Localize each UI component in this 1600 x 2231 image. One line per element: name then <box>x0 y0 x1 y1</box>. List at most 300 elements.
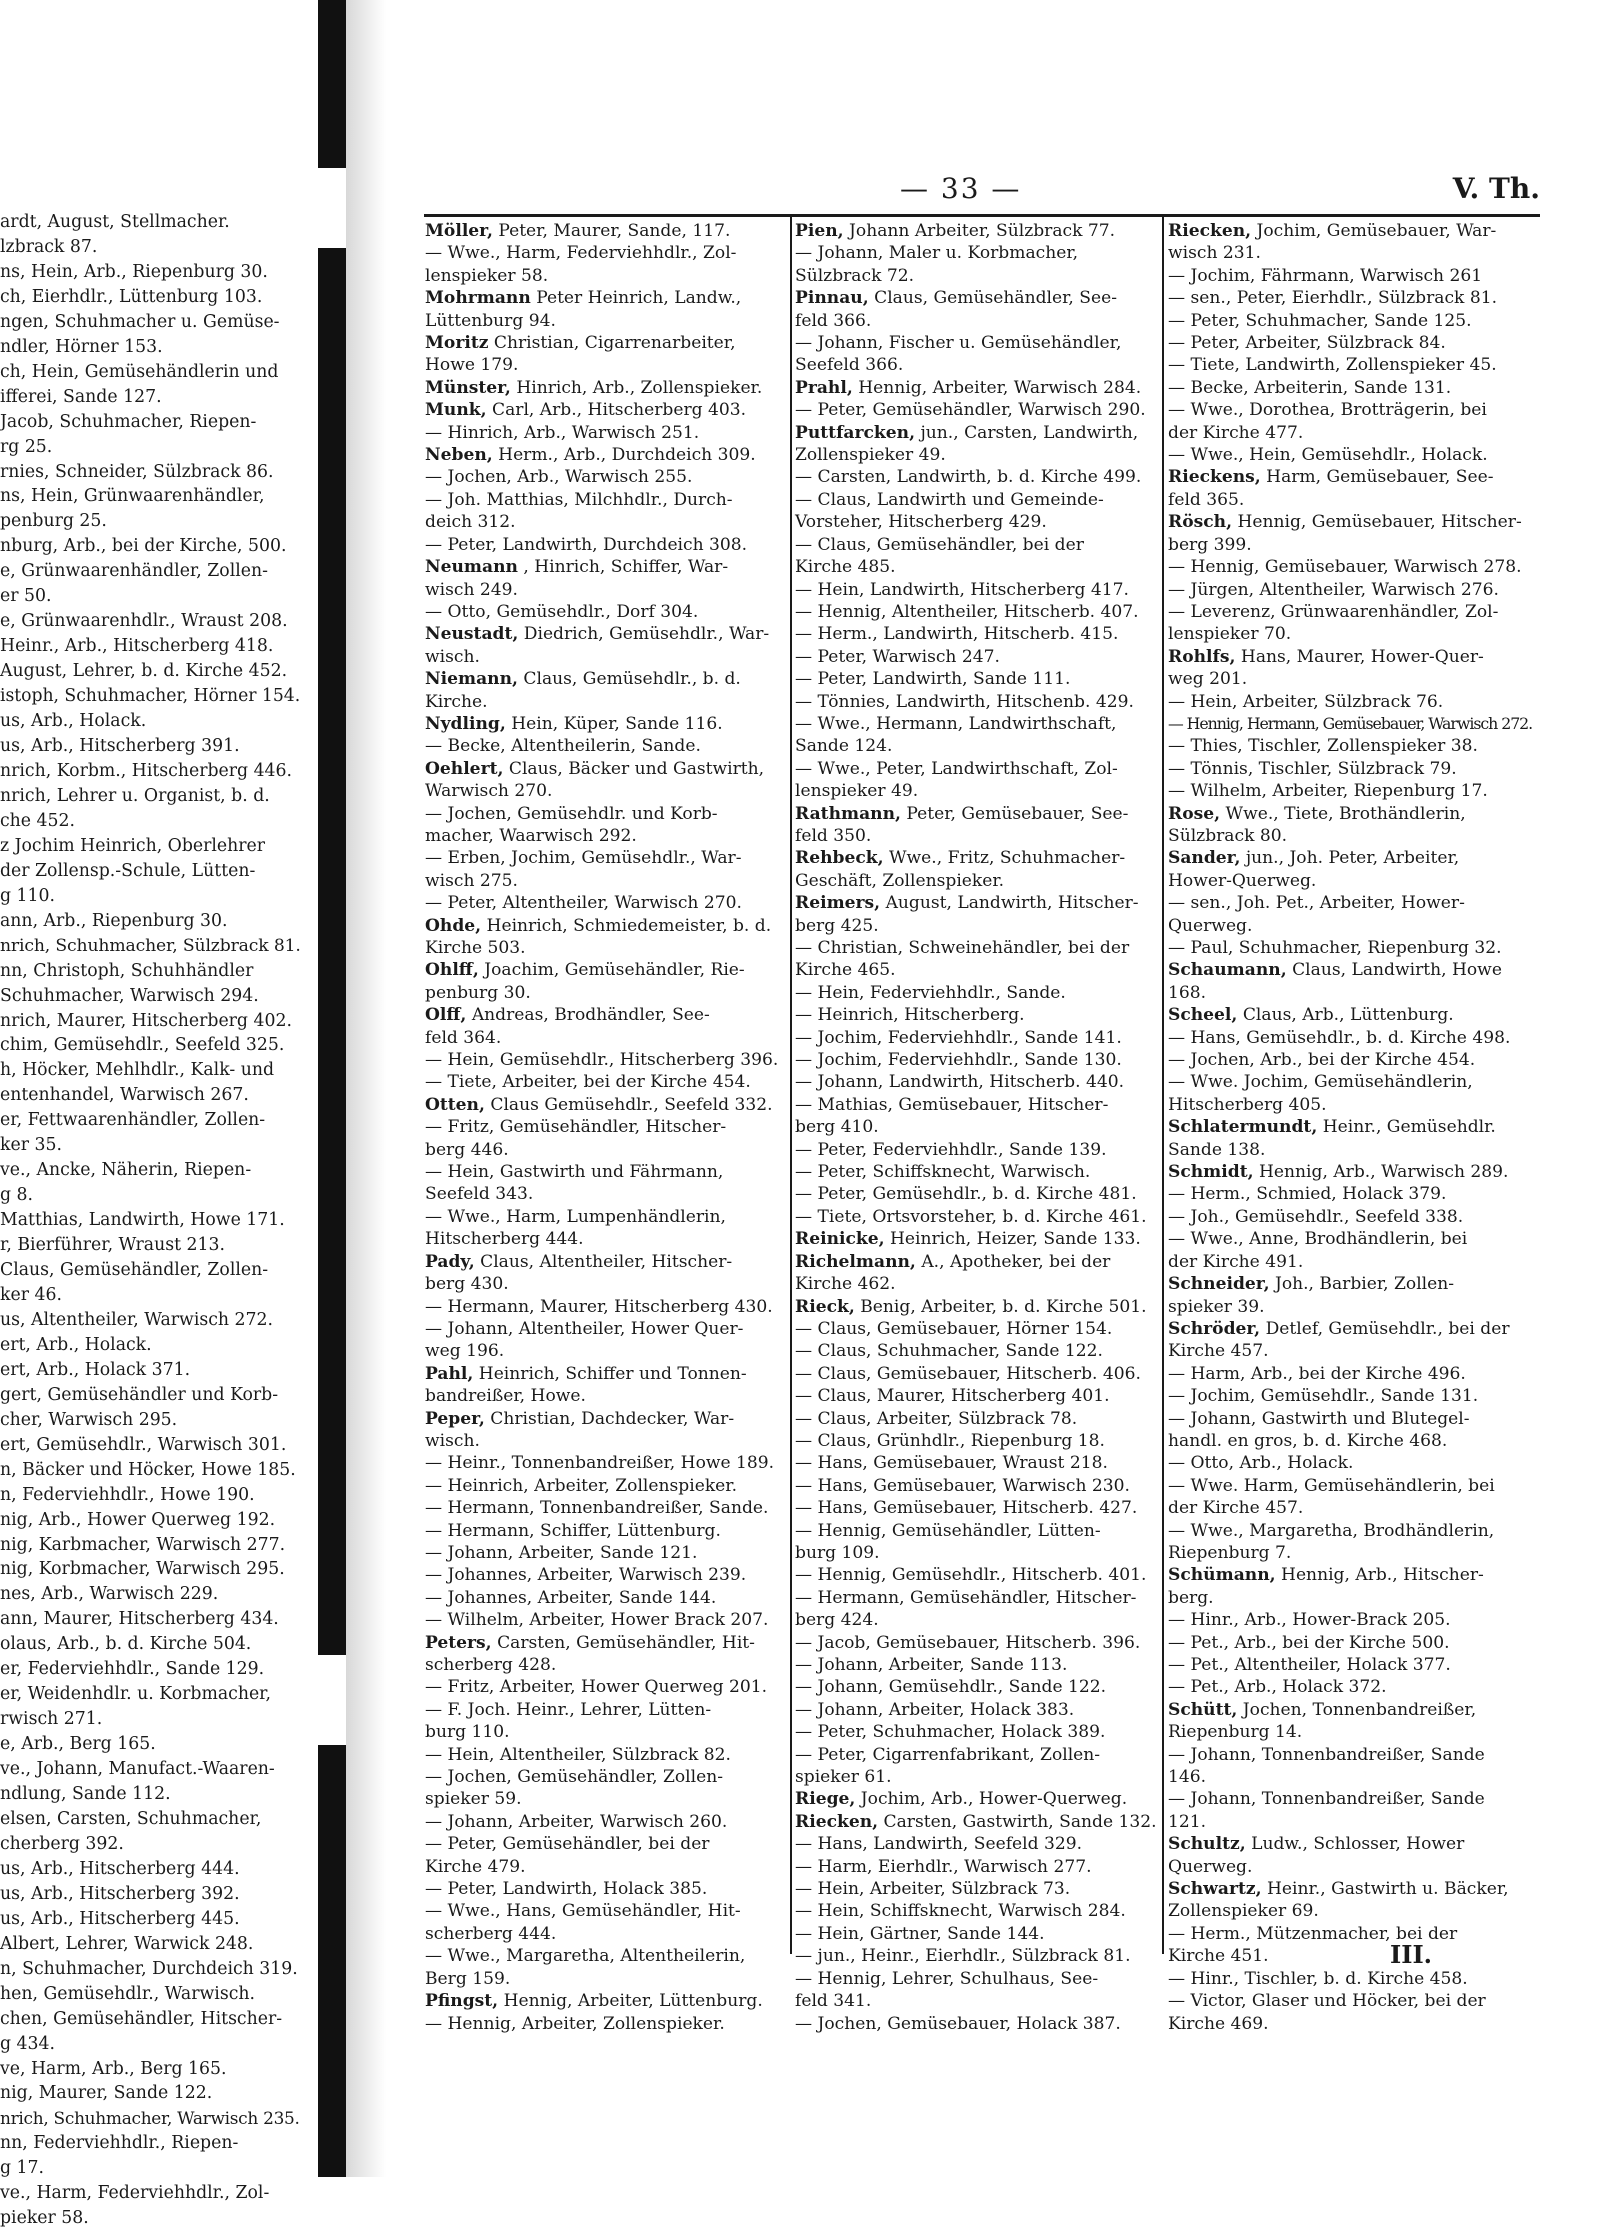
entry-text: — Wwe. Jochim, Gemüsehändlerin, <box>1168 1072 1473 1093</box>
entry-text: — Joh. Matthias, Milchhdlr., Durch- <box>425 489 733 510</box>
entry-text: — Claus, Schuhmacher, Sande 122. <box>795 1341 1103 1362</box>
directory-entry <box>795 1788 1163 1810</box>
entry-line <box>795 466 1163 488</box>
directory-entry <box>795 377 1163 399</box>
entry-text: jun., Joh. Peter, Arbeiter, <box>1245 848 1460 869</box>
entry-line <box>795 1676 1163 1698</box>
entry-line <box>1168 489 1536 511</box>
entry-text: — Peter, Schiffsknecht, Warwisch. <box>795 1162 1091 1183</box>
entry-text: Claus, Gemüsehändler, See- <box>874 288 1117 309</box>
entry-text: — Peter, Warwisch 247. <box>795 646 1000 667</box>
entry-text: — sen., Joh. Pet., Arbeiter, Hower- <box>1168 893 1465 914</box>
entry-line <box>425 1520 793 1542</box>
entry-text: Peter, Gemüsebauer, See- <box>906 803 1129 824</box>
entry-text: — Erben, Jochim, Gemüsehdlr., War- <box>425 848 742 869</box>
entry-line: chen, Gemüsehändler, Hitscher- <box>0 2008 283 2029</box>
entry-line <box>425 1676 793 1698</box>
entry-text: — Tiete, Ortsvorsteher, b. d. Kirche 461. <box>795 1206 1147 1227</box>
entry-line: nburg, Arb., bei der Kirche, 500. <box>0 536 287 557</box>
entry-text: — Mathias, Gemüsebauer, Hitscher- <box>795 1094 1109 1115</box>
entry-text: scherberg 444. <box>425 1923 557 1944</box>
surname: Neumann <box>425 557 518 578</box>
entry-text: — Peter, Gemüsehändler, bei der <box>425 1834 710 1855</box>
entry-text: Joachim, Gemüsehändler, Rie- <box>484 960 745 981</box>
entry-line: r, Bierführer, Wraust 213. <box>0 1235 226 1256</box>
entry-line <box>795 1027 1163 1049</box>
entry-text: feld 364. <box>425 1027 502 1048</box>
entry-line <box>1168 1990 1536 2012</box>
entry-text: — Hans, Gemüsebauer, Warwisch 230. <box>795 1475 1130 1496</box>
entry-text: Kirche 462. <box>795 1274 896 1295</box>
surname: Rose, <box>1168 803 1221 824</box>
entry-line: ch, Eierhdlr., Lüttenburg 103. <box>0 286 263 307</box>
surname: Richelmann, <box>795 1251 916 1272</box>
entry-line <box>425 1833 793 1855</box>
entry-text: — Hein, Gastwirth und Fährmann, <box>425 1162 724 1183</box>
entry-text: Hennig, Arb., Hitscher- <box>1281 1565 1484 1586</box>
directory-entry <box>425 915 793 937</box>
surname: Schaumann, <box>1168 960 1287 981</box>
entry-text: Vorsteher, Hitscherberg 429. <box>795 512 1047 533</box>
entry-text: Zollenspieker 49. <box>795 445 946 466</box>
entry-text: — Peter, Landwirth, Holack 385. <box>425 1879 708 1900</box>
entry-line <box>795 1744 1163 1766</box>
entry-line: lzbrack 87. <box>0 236 98 257</box>
entry-line <box>425 1856 793 1878</box>
entry-text: — Claus, Maurer, Hitscherberg 401. <box>795 1386 1110 1407</box>
entry-text: — Tönnies, Landwirth, Hitschenb. 429. <box>795 691 1134 712</box>
entry-text: — Hinr., Arb., Hower-Brack 205. <box>1168 1610 1451 1631</box>
entry-line <box>795 1900 1163 1922</box>
entry-line <box>425 1945 793 1967</box>
entry-text: — Johann, Gemüsehdlr., Sande 122. <box>795 1677 1107 1698</box>
entry-text: berg 425. <box>795 915 879 936</box>
entry-line <box>795 310 1163 332</box>
entry-line <box>795 1318 1163 1340</box>
entry-line <box>795 1878 1163 1900</box>
entry-text: — Jochen, Gemüsebauer, Holack 387. <box>795 2013 1121 2034</box>
directory-entry <box>425 556 793 578</box>
entry-line: chim, Gemüsehdlr., Seefeld 325. <box>0 1035 285 1056</box>
entry-line <box>1168 1788 1536 1810</box>
entry-line <box>795 1564 1163 1586</box>
entry-text: Querweg. <box>1168 1856 1253 1877</box>
entry-line <box>1168 1049 1536 1071</box>
entry-line <box>1168 1654 1536 1676</box>
entry-text: berg 446. <box>425 1139 509 1160</box>
entry-line: us, Arb., Hitscherberg 392. <box>0 1883 240 1904</box>
entry-text: — Herm., Landwirth, Hitscherb. 415. <box>795 624 1119 645</box>
entry-line <box>1168 1968 1536 1990</box>
entry-line: ns, Hein, Arb., Riepenburg 30. <box>0 261 268 282</box>
surname: Schümann, <box>1168 1565 1276 1586</box>
entry-text: — Hermann, Schiffer, Lüttenburg. <box>425 1520 721 1541</box>
entry-text: Benig, Arbeiter, b. d. Kirche 501. <box>860 1296 1147 1317</box>
directory-entry <box>425 713 793 735</box>
entry-line <box>425 1430 793 1452</box>
entry-text: Hitscherberg 444. <box>425 1229 584 1250</box>
entry-text: lenspieker 70. <box>1168 624 1292 645</box>
surname: Rohlfs, <box>1168 646 1236 667</box>
entry-line: g 434. <box>0 2033 56 2054</box>
entry-text: — Johann, Fischer u. Gemüsehändler, <box>795 333 1122 354</box>
entry-text: — Wwe., Anne, Brodhändlerin, bei <box>1168 1229 1468 1250</box>
entry-line: er 50. <box>0 586 52 607</box>
entry-line: rnies, Schneider, Sülzbrack 86. <box>0 461 274 482</box>
surname: Rathmann, <box>795 803 901 824</box>
spine-gap <box>318 168 346 248</box>
entry-text: — Johann, Tonnenbandreißer, Sande <box>1168 1789 1485 1810</box>
entry-line <box>795 534 1163 556</box>
entry-text: — Hennig, Arbeiter, Zollenspieker. <box>425 2013 725 2034</box>
entry-line <box>1168 1744 1536 1766</box>
entry-text: — Jochim, Fährmann, Warwisch 261 <box>1168 265 1483 286</box>
entry-line <box>795 1206 1163 1228</box>
entry-line <box>1168 377 1536 399</box>
entry-line: elsen, Carsten, Schuhmacher, <box>0 1809 262 1829</box>
entry-line <box>795 601 1163 623</box>
entry-line <box>425 646 793 668</box>
surname: Pinnau, <box>795 288 869 309</box>
directory-entry <box>1168 1878 1536 1900</box>
surname: Rieck, <box>795 1296 855 1317</box>
entry-line: ann, Arb., Riepenburg 30. <box>0 910 228 931</box>
entry-line: nes, Arb., Warwisch 229. <box>0 1584 219 1605</box>
entry-text: — Harm, Arb., bei der Kirche 496. <box>1168 1363 1466 1384</box>
entry-text: — Hein, Gemüsehdlr., Hitscherberg 396. <box>425 1050 779 1071</box>
entry-line <box>1168 735 1536 757</box>
entry-text: — Johannes, Arbeiter, Warwisch 239. <box>425 1565 747 1586</box>
entry-line <box>795 579 1163 601</box>
entry-text: Harm, Gemüsebauer, See- <box>1266 467 1494 488</box>
entry-text: berg 424. <box>795 1610 879 1631</box>
header-rule <box>424 214 1540 217</box>
entry-line: cher, Warwisch 295. <box>0 1409 178 1430</box>
entry-text: A., Apotheker, bei der <box>921 1251 1111 1272</box>
entry-line: ann, Maurer, Hitscherberg 434. <box>0 1609 279 1630</box>
entry-line <box>1168 1721 1536 1743</box>
entry-line <box>795 1430 1163 1452</box>
entry-line <box>425 1027 793 1049</box>
entry-line <box>1168 601 1536 623</box>
entry-line <box>425 354 793 376</box>
entry-line <box>1168 870 1536 892</box>
entry-text: Hennig, Arb., Warwisch 289. <box>1259 1162 1509 1183</box>
surname: Olff, <box>425 1005 467 1026</box>
entry-text: — Jacob, Gemüsebauer, Hitscherb. 396. <box>795 1632 1141 1653</box>
entry-text: — Victor, Glaser und Höcker, bei der <box>1168 1991 1486 2012</box>
entry-line <box>795 959 1163 981</box>
entry-line <box>425 1766 793 1788</box>
entry-text: Kirche 503. <box>425 938 526 958</box>
entry-text: Hein, Küper, Sande 116. <box>511 713 723 734</box>
entry-text: — Johann, Maler u. Korbmacher, <box>795 243 1079 264</box>
entry-line <box>1168 1766 1536 1788</box>
entry-line <box>425 1699 793 1721</box>
entry-text: Jochim, Gemüsebauer, War- <box>1256 221 1497 241</box>
entry-text: Kirche 485. <box>795 557 896 578</box>
surname: Pfingst, <box>425 1991 499 2012</box>
entry-line <box>425 1183 793 1205</box>
entry-line <box>425 1968 793 1990</box>
entry-line <box>425 1542 793 1564</box>
entry-line <box>425 1116 793 1138</box>
entry-text: Detlef, Gemüsehdlr., bei der <box>1265 1318 1510 1339</box>
entry-text: — Claus, Gemüsebauer, Hitscherb. 406. <box>795 1363 1141 1384</box>
entry-line <box>795 870 1163 892</box>
entry-text: Kirche 451. <box>1168 1946 1269 1967</box>
entry-line <box>1168 287 1536 309</box>
entry-text: — Claus, Arbeiter, Sülzbrack 78. <box>795 1408 1078 1429</box>
entry-text: — Herm., Mützenmacher, bei der <box>1168 1923 1458 1944</box>
entry-text: wisch. <box>425 646 480 667</box>
surname: Riecken, <box>795 1811 879 1832</box>
directory-entry <box>1168 1116 1536 1138</box>
entry-line <box>795 937 1163 959</box>
entry-line <box>795 2013 1163 2035</box>
entry-line <box>425 1878 793 1900</box>
entry-line: hen, Gemüsehdlr., Warwisch. <box>0 1983 255 2004</box>
entry-text: berg 399. <box>1168 534 1252 555</box>
entry-line <box>795 332 1163 354</box>
directory-entry <box>1168 803 1536 825</box>
directory-entry <box>795 847 1163 869</box>
entry-text: — Becke, Altentheilerin, Sande. <box>425 736 701 757</box>
entry-line <box>1168 444 1536 466</box>
entry-line: us, Arb., Hitscherberg 445. <box>0 1908 240 1929</box>
entry-text: — Harm, Eierhdlr., Warwisch 277. <box>795 1856 1092 1877</box>
entry-line <box>795 915 1163 937</box>
entry-line: der Zollensp.-Schule, Lütten- <box>0 860 256 881</box>
entry-line <box>425 265 793 287</box>
entry-line <box>1168 1385 1536 1407</box>
surname: Schröder, <box>1168 1318 1261 1339</box>
surname: Münster, <box>425 377 511 398</box>
entry-line: z Jochim Heinrich, Oberlehrer <box>0 835 266 856</box>
entry-line: ngen, Schuhmacher u. Gemüse- <box>0 311 280 332</box>
entry-line <box>795 1161 1163 1183</box>
entry-text: — Thies, Tischler, Zollenspieker 38. <box>1168 736 1478 757</box>
entry-line <box>795 1542 1163 1564</box>
entry-line: us, Arb., Holack. <box>0 711 147 732</box>
entry-line <box>1168 1900 1536 1922</box>
entry-line: ert, Gemüsehdlr., Warwisch 301. <box>0 1434 287 1455</box>
directory-column-2 <box>795 220 1163 2035</box>
entry-text: — Tönnis, Tischler, Sülzbrack 79. <box>1168 758 1457 779</box>
surname: Reinicke, <box>795 1229 885 1250</box>
left-page-fragment <box>0 210 301 2229</box>
entry-line <box>425 892 793 914</box>
entry-line <box>795 1609 1163 1631</box>
entry-text: Johann Arbeiter, Sülzbrack 77. <box>849 221 1116 241</box>
entry-text: lenspieker 49. <box>795 781 919 802</box>
entry-text: — Johann, Arbeiter, Sande 113. <box>795 1655 1068 1675</box>
entry-line <box>1168 265 1536 287</box>
entry-line <box>1168 1520 1536 1542</box>
entry-line <box>1168 982 1536 1004</box>
entry-text: Claus, Gemüsehdlr., b. d. <box>523 669 741 690</box>
entry-text: Lüttenburg 94. <box>425 310 556 331</box>
entry-line <box>425 2013 793 2035</box>
entry-line <box>795 1363 1163 1385</box>
entry-text: — Jürgen, Altentheiler, Warwisch 276. <box>1168 579 1499 600</box>
surname: Peper, <box>425 1408 485 1429</box>
entry-line <box>795 1094 1163 1116</box>
entry-text: — Claus, Gemüsebauer, Hörner 154. <box>795 1318 1113 1339</box>
surname: Schneider, <box>1168 1274 1270 1295</box>
entry-line: g 110. <box>0 885 56 906</box>
directory-entry <box>1168 1161 1536 1183</box>
entry-line: ker 35. <box>0 1135 62 1156</box>
entry-line <box>425 1206 793 1228</box>
entry-text: wisch 249. <box>425 579 518 600</box>
entry-line: us, Altentheiler, Warwisch 272. <box>0 1309 274 1330</box>
entry-text: handl. en gros, b. d. Kirche 468. <box>1168 1430 1448 1451</box>
entry-text: — Hermann, Gemüsehändler, Hitscher- <box>795 1587 1137 1608</box>
surname: Peters, <box>425 1632 492 1653</box>
entry-text: — Peter, Schuhmacher, Sande 125. <box>1168 310 1472 331</box>
page-number: — 33 — <box>900 172 1022 205</box>
entry-line <box>425 1340 793 1362</box>
surname: Mohrmann <box>425 288 531 309</box>
entry-text: macher, Waarwisch 292. <box>425 825 637 846</box>
entry-line <box>1168 1071 1536 1093</box>
entry-line: n, Schuhmacher, Durchdeich 319. <box>0 1958 298 1979</box>
entry-line: e, Grünwaarenhdlr., Wraust 208. <box>0 611 288 632</box>
entry-line <box>1168 1363 1536 1385</box>
entry-text: Kirche. <box>425 691 488 712</box>
entry-text: — Peter, Schuhmacher, Holack 389. <box>795 1722 1106 1743</box>
entry-line <box>1168 399 1536 421</box>
entry-line <box>795 354 1163 376</box>
page-header <box>420 172 1540 216</box>
entry-text: Riepenburg 7. <box>1168 1542 1292 1563</box>
entry-line <box>425 422 793 444</box>
surname: Pien, <box>795 221 844 241</box>
entry-line: g 8. <box>0 1185 34 1206</box>
entry-line <box>425 1609 793 1631</box>
entry-line <box>1168 332 1536 354</box>
entry-line: ve., Ancke, Näherin, Riepen- <box>0 1160 252 1181</box>
entry-text: Kirche 469. <box>1168 2013 1269 2034</box>
entry-line <box>795 1833 1163 1855</box>
entry-line <box>795 982 1163 1004</box>
entry-text: — Christian, Schweinehändler, bei der <box>795 938 1130 958</box>
entry-line <box>425 1788 793 1810</box>
entry-text: Claus, Bäcker und Gastwirth, <box>508 758 765 779</box>
entry-text: — Johann, Arbeiter, Sande 121. <box>425 1542 698 1563</box>
entry-text: berg. <box>1168 1587 1214 1608</box>
entry-text: Hower-Querweg. <box>1168 870 1317 891</box>
entry-line <box>425 870 793 892</box>
entry-text: spieker 59. <box>425 1789 522 1810</box>
entry-text: lenspieker 58. <box>425 265 549 286</box>
entry-text: Diedrich, Gemüsehdlr., War- <box>523 624 770 645</box>
surname: Neustadt, <box>425 624 519 645</box>
entry-line: us, Arb., Hitscherberg 444. <box>0 1858 240 1879</box>
entry-text: weg 201. <box>1168 669 1248 690</box>
entry-text: — Tiete, Arbeiter, bei der Kirche 454. <box>425 1072 751 1093</box>
entry-text: Claus, Landwirth, Howe <box>1292 960 1502 981</box>
entry-line: nn, Federviehhdlr., Riepen- <box>0 2133 239 2154</box>
directory-entry <box>1168 1833 1536 1855</box>
directory-entry <box>425 1408 793 1430</box>
surname: Sander, <box>1168 848 1241 869</box>
directory-entry <box>425 377 793 399</box>
entry-line <box>795 1408 1163 1430</box>
directory-entry <box>1168 646 1536 668</box>
entry-text: Kirche 465. <box>795 960 896 981</box>
directory-entry <box>795 1296 1163 1318</box>
entry-line: Heinr., Arb., Hitscherberg 418. <box>0 636 274 657</box>
entry-line: ve, Harm, Arb., Berg 165. <box>0 2058 227 2079</box>
surname: Puttfarcken, <box>795 422 916 443</box>
entry-line <box>425 1564 793 1586</box>
entry-text: — Otto, Arb., Holack. <box>1168 1453 1354 1474</box>
entry-text: Kirche 479. <box>425 1856 526 1877</box>
entry-line <box>795 691 1163 713</box>
entry-line <box>795 1183 1163 1205</box>
entry-line: nig, Karbmacher, Warwisch 277. <box>0 1534 286 1555</box>
entry-text: — Wwe., Peter, Landwirthschaft, Zol- <box>795 758 1118 779</box>
entry-text: Carsten, Gastwirth, Sande 132. <box>883 1811 1157 1832</box>
entry-text: Riepenburg 14. <box>1168 1722 1303 1743</box>
directory-entry <box>1168 959 1536 981</box>
entry-line <box>795 668 1163 690</box>
entry-line <box>795 265 1163 287</box>
directory-entry <box>1168 847 1536 869</box>
entry-line: rg 25. <box>0 436 53 457</box>
directory-entry <box>425 444 793 466</box>
directory-entry <box>795 1811 1163 1833</box>
entry-line <box>1168 2013 1536 2035</box>
entry-text: — Joh., Gemüsehdlr., Seefeld 338. <box>1168 1206 1464 1227</box>
entry-line <box>795 1766 1163 1788</box>
entry-line: ndler, Hörner 153. <box>0 336 163 357</box>
entry-text: — Hein, Gärtner, Sande 144. <box>795 1923 1045 1944</box>
entry-line <box>795 1139 1163 1161</box>
entry-text: Hennig, Arbeiter, Lüttenburg. <box>503 1991 763 2012</box>
entry-text: — Hermann, Tonnenbandreißer, Sande. <box>425 1498 769 1519</box>
entry-line <box>1168 1587 1536 1609</box>
entry-line <box>1168 1183 1536 1205</box>
entry-line <box>425 1228 793 1250</box>
entry-text: — Hein, Altentheiler, Sülzbrack 82. <box>425 1744 731 1765</box>
entry-line <box>425 1475 793 1497</box>
entry-line <box>425 1273 793 1295</box>
entry-text: Peter, Maurer, Sande, 117. <box>498 221 731 241</box>
entry-line <box>425 1139 793 1161</box>
directory-entry <box>425 1251 793 1273</box>
entry-text: Geschäft, Zollenspieker. <box>795 870 1005 891</box>
entry-line: nrich, Schuhmacher, Sülzbrack 81. <box>0 935 301 956</box>
entry-line <box>1168 1632 1536 1654</box>
entry-text: — Claus, Grünhdlr., Riepenburg 18. <box>795 1430 1105 1451</box>
entry-text: Jochen, Tonnenbandreißer, <box>1242 1699 1477 1720</box>
entry-line <box>1168 354 1536 376</box>
directory-entry <box>795 220 1163 242</box>
entry-line <box>1168 1945 1536 1967</box>
entry-text: — Wwe., Margaretha, Altentheilerin, <box>425 1946 746 1967</box>
entry-text: feld 341. <box>795 1991 872 2012</box>
entry-line: ert, Arb., Holack 371. <box>0 1359 191 1380</box>
entry-text: Hitscherberg 405. <box>1168 1094 1327 1115</box>
directory-entry <box>795 1228 1163 1250</box>
entry-text: August, Landwirth, Hitscher- <box>885 893 1139 914</box>
directory-entry <box>1168 1273 1536 1295</box>
entry-line <box>795 1520 1163 1542</box>
entry-text: — Jochen, Arb., bei der Kirche 454. <box>1168 1050 1476 1071</box>
